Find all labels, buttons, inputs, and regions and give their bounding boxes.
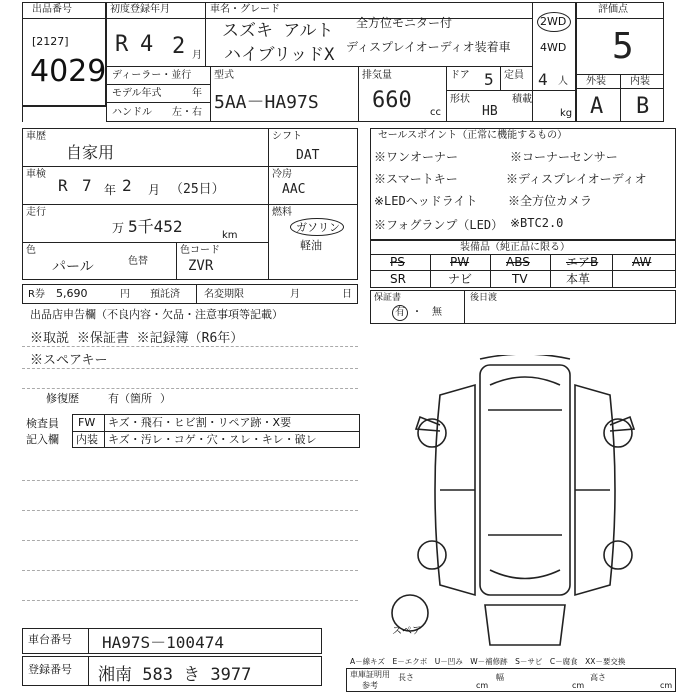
title-exp-label: 名変期限 (204, 289, 244, 300)
seats-value: 4 (538, 70, 548, 89)
recycle-amount: 5,690 (56, 287, 88, 300)
title-exp-month: 月 (290, 289, 300, 300)
fuel-value: ガソリン (296, 221, 340, 234)
equip-ps: PS (390, 255, 405, 269)
engine-unit: cc (430, 107, 441, 118)
fuel-label: 燃料 (272, 207, 292, 218)
score-value: 5 (612, 26, 634, 67)
body-label: 形状 (450, 94, 470, 105)
score-int-label: 内装 (630, 76, 650, 87)
seats-unit: 人 (558, 76, 568, 87)
legend: A－線キズ E－エクボ U－凹み W－補修跡 S－サビ C－腐食 XX－要交換 (350, 657, 626, 666)
equip-airbag: エアB (566, 255, 599, 269)
car-diagram (380, 355, 670, 655)
inspector-fw-label: FW (78, 416, 96, 429)
selling-point-7: ※フォグランプ（LED） (374, 218, 504, 232)
handle-label: ハンドル (112, 107, 152, 118)
repair-value: 有（箇所 (108, 392, 152, 405)
engine-label: 排気量 (362, 70, 392, 81)
drive-2wd: 2WD (540, 15, 567, 28)
wheel-rear-left (418, 541, 446, 569)
car-equip-2: ディスプレイオーディオ装着車 (346, 40, 511, 54)
inspector-label-1: 検査員 (26, 417, 59, 430)
lot-number: 4029 (30, 54, 107, 89)
selling-point-8: ※BTC2.0 (510, 216, 564, 230)
model-year-label: モデル年式 (112, 88, 162, 99)
load-unit: kg (560, 108, 573, 119)
selling-point-4: ※ディスプレイオーディオ (506, 172, 647, 186)
drive-4wd: 4WD (540, 41, 567, 54)
score-int: B (636, 94, 650, 119)
dealer-label: ディーラー・並行 (112, 70, 192, 81)
selling-point-5: ※LEDヘッドライト (374, 194, 478, 208)
engine-value: 660 (372, 88, 412, 113)
registration-year: 4 (140, 32, 154, 57)
inspection-year: 7 (82, 176, 92, 195)
equip-abs: ABS (506, 255, 530, 269)
color-repaint-label: 色替 (128, 256, 148, 267)
ac-value: AAC (282, 182, 306, 197)
equip-sr: SR (390, 272, 406, 286)
doors-label: ドア (450, 70, 470, 81)
warranty-sep: ・ (412, 307, 422, 318)
color-code-label: 色コード (180, 245, 220, 256)
seller-notes-line-2: ※スペアキー (30, 353, 108, 368)
score-ext: A (590, 94, 604, 119)
equipment-label: 装備品（純正品に限る） (460, 242, 570, 253)
model-label: 型式 (214, 70, 234, 81)
car-name: スズキ アルト (222, 21, 334, 41)
equip-aw: AW (632, 255, 652, 269)
doors-value: 5 (484, 70, 494, 89)
mileage-value: 5千452 (128, 217, 183, 236)
inspection-label: 車検 (26, 169, 46, 180)
car-label: 車名・グレード (210, 4, 280, 15)
selling-point-3: ※スマートキー (374, 172, 458, 186)
lot-code: [2127] (32, 35, 69, 48)
recycle-label: R券 (28, 289, 45, 300)
repair-label: 修復歴 (46, 392, 79, 405)
inspection-month-unit: 月 (148, 183, 161, 197)
inspection-day: （25日） (170, 182, 225, 197)
seats-label: 定員 (504, 70, 524, 81)
handle-options: 左・右 (172, 107, 202, 118)
cert-width: 幅 (496, 673, 504, 682)
score-label: 評価点 (598, 4, 628, 15)
cert-height: 高さ (590, 673, 606, 682)
cert-label: 車庫証明用 (350, 670, 390, 679)
selling-label: セールスポイント（正常に機能するもの） (378, 130, 568, 141)
cert-width-unit: cm (572, 681, 585, 690)
car-grade: ハイブリッドX (224, 45, 335, 65)
title-exp-day: 日 (342, 289, 352, 300)
selling-point-6: ※全方位カメラ (508, 194, 593, 208)
registration-label: 初度登録年月 (110, 4, 170, 15)
warranty-no: 無 (432, 307, 442, 318)
cert-length-unit: cm (476, 681, 489, 690)
equip-tv: TV (512, 272, 528, 286)
shift-label: シフト (272, 131, 302, 142)
color-code: ZVR (188, 258, 214, 274)
car-top-view (480, 365, 570, 595)
chassis-label: 車台番号 (28, 633, 72, 646)
body-value: HB (482, 104, 498, 119)
header-box (106, 2, 576, 122)
equip-pw: PW (450, 255, 470, 269)
fuel-option: 軽油 (300, 239, 322, 252)
mileage-man: 万 (112, 221, 125, 235)
score-ext-label: 外装 (586, 76, 606, 87)
model-value: 5AA－HA97S (214, 92, 319, 113)
usage-value: 自家用 (66, 143, 115, 162)
load-label: 積載 (512, 94, 532, 105)
plate-label: 登録番号 (28, 663, 72, 676)
inspector-int-label: 内装 (76, 433, 98, 446)
selling-point-2: ※コーナーセンサー (510, 150, 618, 164)
selling-point-1: ※ワンオーナー (374, 150, 459, 164)
inspector-fw-text: キズ・飛石・ヒビ割・リペア跡・X要 (108, 416, 292, 429)
chassis-value: HA97S－100474 (102, 633, 224, 652)
recycle-unit: 円 (120, 289, 130, 300)
inspection-era: R (58, 176, 68, 195)
model-year-unit: 年 (192, 88, 202, 99)
wheel-front-left (418, 419, 446, 447)
inspection-month: 2 (122, 176, 132, 195)
cert-box (346, 668, 676, 692)
cert-height-unit: cm (660, 681, 673, 690)
mileage-unit: km (222, 230, 238, 241)
usage-label: 車歴 (26, 131, 46, 142)
car-equip-1: 全方位モニター付 (356, 16, 453, 30)
cert-ref: 参考 (362, 681, 378, 690)
lot-label: 出品番号 (32, 4, 72, 15)
spare-label: スペア (392, 626, 422, 637)
wheel-rear-right (604, 541, 632, 569)
mileage-label: 走行 (26, 207, 46, 218)
registration-month-unit: 月 (192, 50, 202, 61)
warranty-yes: 有 (395, 307, 405, 318)
ac-label: 冷房 (272, 169, 292, 180)
recycle-deposit: 預託済 (150, 289, 180, 300)
seller-notes-label: 出品店申告欄（不良内容・欠品・注意事項等記載） (30, 308, 283, 321)
seller-notes-line-1: ※取説 ※保証書 ※記録簿（R6年） (30, 331, 244, 346)
wheel-front-right (604, 419, 632, 447)
cert-length: 長さ (398, 673, 414, 682)
warranty-label: 保証書 (374, 293, 402, 303)
equip-leather: 本革 (566, 272, 591, 286)
color-value: パール (52, 259, 94, 275)
inspector-int-text: キズ・汚レ・コゲ・穴・スレ・キレ・破レ (108, 433, 317, 446)
repair-close: ） (160, 392, 171, 405)
equip-navi: ナビ (448, 272, 473, 286)
handbook-label: 後日渡 (470, 293, 498, 303)
registration-month: 2 (172, 34, 186, 59)
color-label: 色 (26, 245, 36, 256)
registration-era: R (115, 32, 129, 57)
inspector-label-2: 記入欄 (26, 433, 59, 446)
inspection-year-unit: 年 (104, 183, 117, 197)
plate-value: 湘南 583 き 3977 (98, 665, 252, 685)
shift-value: DAT (296, 148, 320, 163)
